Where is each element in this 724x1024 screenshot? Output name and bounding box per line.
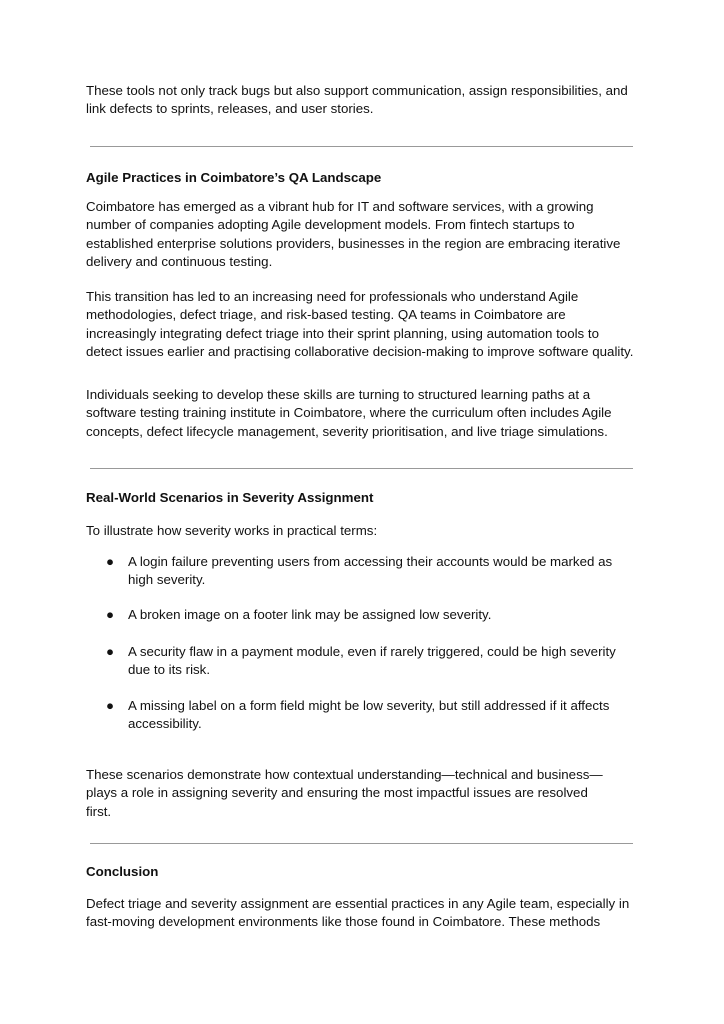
- bullet-icon: ●: [106, 698, 115, 713]
- list-item-text: A login failure preventing users from accessing their accounts would be marked as high severity.: [128, 554, 613, 588]
- section-heading-agile: Agile Practices in Coimbatore’s QA Landscape: [86, 170, 382, 185]
- list-item-text: A broken image on a footer link may be assigned low severity.: [128, 607, 492, 622]
- bullet-icon: ●: [106, 554, 115, 569]
- section-heading-conclusion: Conclusion: [86, 864, 159, 879]
- list-item: [106, 643, 626, 680]
- bullet-icon: ●: [106, 607, 115, 622]
- paragraph: Individuals seeking to develop these skills are turning to structured learning paths at a software testing training institute in Coimbatore, where the curriculum often includes Agile concepts, defect lifecycle management, severity prioritisation, and live triage simulations.: [86, 387, 612, 439]
- paragraph: Defect triage and severity assignment are essential practices in any Agile team, especially in fast-moving development environments like those found in Coimbatore. These methods: [86, 896, 630, 930]
- paragraph: Coimbatore has emerged as a vibrant hub for IT and software services, with a growing number of companies adopting Agile development models. From fintech startups to established enterprise solutions providers, businesses in the region are embracing iterative delivery and continuous testing.: [86, 199, 621, 269]
- list-item-text: A missing label on a form field might be low severity, but still addressed if it affects accessibility.: [128, 698, 610, 732]
- list-item-text: A security flaw in a payment module, even if rarely triggered, could be high severity due to its risk.: [128, 644, 616, 678]
- section-heading-scenarios: Real-World Scenarios in Severity Assignment: [86, 490, 374, 505]
- divider: [90, 146, 633, 147]
- paragraph: These scenarios demonstrate how contextual understanding—technical and business—plays a role in assigning severity and ensuring the most impactful issues are resolved first.: [86, 767, 603, 819]
- intro-paragraph: These tools not only track bugs but also support communication, assign responsibilities, and link defects to sprints, releases, and user stories.: [86, 83, 628, 117]
- list-item: [106, 553, 626, 590]
- paragraph: To illustrate how severity works in practical terms:: [86, 523, 378, 538]
- paragraph: This transition has led to an increasing need for professionals who understand Agile methodologies, defect triage, and risk-based testing. QA teams in Coimbatore are increasingly integrating defect triage into their sprint planning, using automation tools to detect issues earlier and practising collaborative decision-making to improve software quality.: [86, 289, 634, 359]
- divider: [90, 468, 633, 469]
- bullet-icon: ●: [106, 644, 115, 659]
- list-item: [106, 697, 626, 734]
- list-item: [106, 606, 626, 624]
- divider: [90, 843, 633, 844]
